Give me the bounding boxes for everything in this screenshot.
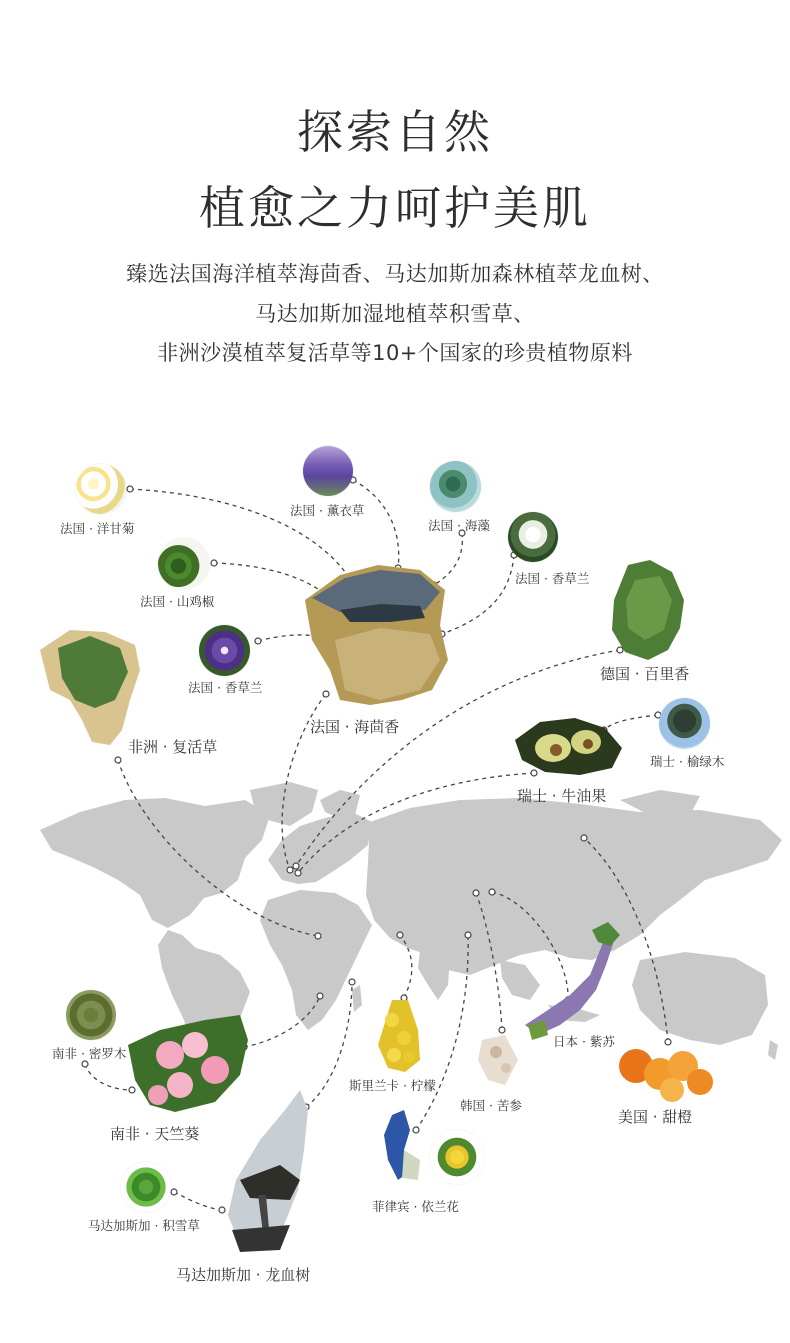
label-fr-fennel: 法国 · 海茴香 <box>310 718 400 736</box>
africa-image <box>40 630 140 745</box>
continent-asia <box>366 798 782 975</box>
continent-north-america <box>40 798 270 928</box>
label-kr-sophora: 韩国 · 苦参 <box>460 1098 522 1113</box>
sri-lanka-image <box>378 1000 420 1072</box>
label-ch-elm: 瑞士 · 榆绿木 <box>650 754 725 769</box>
germany-image <box>612 560 684 660</box>
france-image <box>305 565 448 705</box>
line-vanilla <box>442 555 514 634</box>
centella-photo <box>121 1162 171 1212</box>
southeast-asia <box>500 960 540 1000</box>
chamomile-photo <box>76 464 126 514</box>
label-fr-litsea: 法国 · 山鸡椒 <box>140 594 215 609</box>
label-ph-ylang: 菲律宾 · 依兰花 <box>372 1199 459 1214</box>
label-us-orange: 美国 · 甜橙 <box>618 1108 693 1126</box>
label-fr-seaweed: 法国 · 海藻 <box>428 518 490 533</box>
usa-image <box>619 1049 713 1102</box>
continent-australia <box>632 952 768 1045</box>
litsea-photo <box>158 538 209 589</box>
line-elm <box>604 715 658 730</box>
label-jp-perilla: 日本 · 紫苏 <box>553 1034 615 1049</box>
line-centella <box>174 1192 222 1210</box>
vanilla-flower-photo <box>508 512 558 562</box>
label-mg-centella: 马达加斯加 · 积雪草 <box>88 1218 200 1233</box>
new-zealand <box>768 1040 778 1060</box>
description-line1: 臻选法国海洋植萃海茴香、马达加斯加森林植萃龙血树、 <box>126 262 664 286</box>
ylang-photo <box>430 1130 484 1184</box>
philippines-image <box>384 1110 420 1180</box>
south-africa-image <box>128 1015 248 1112</box>
label-za-rooibos: 南非 · 密罗木 <box>52 1046 127 1061</box>
label-fr-vanilla: 法国 · 香草兰 <box>515 571 590 586</box>
elm-tree-photo <box>659 698 710 749</box>
madagascar-image <box>228 1090 308 1252</box>
label-ch-avocado: 瑞士 · 牛油果 <box>517 787 607 805</box>
korea-image <box>478 1035 518 1085</box>
label-af-resurrection: 非洲 · 复活草 <box>128 738 218 756</box>
madagascar-small <box>352 985 362 1012</box>
label-fr-lavender: 法国 · 薰衣草 <box>290 503 365 518</box>
description-line2: 马达加斯加湿地植萃积雪草、 <box>255 302 535 326</box>
label-za-geranium: 南非 · 天竺葵 <box>110 1125 200 1143</box>
lavender-photo <box>303 446 353 496</box>
label-lk-lemon: 斯里兰卡 · 柠檬 <box>349 1078 436 1093</box>
india <box>418 950 450 1000</box>
line-lavender <box>353 480 399 568</box>
description-line3: 非洲沙漠植萃复活草等10+个国家的珍贵植物原料 <box>157 341 633 365</box>
rooibos-photo <box>66 990 116 1040</box>
page-title-line1: 探索自然 <box>297 105 493 159</box>
line-rooibos <box>85 1064 132 1090</box>
label-fr-vanilla2: 法国 · 香草兰 <box>188 680 263 695</box>
line-seaweed <box>434 533 462 585</box>
label-mg-dragon: 马达加斯加 · 龙血树 <box>176 1266 311 1284</box>
label-de-thyme: 德国 · 百里香 <box>600 665 690 683</box>
switzerland-image <box>515 718 622 775</box>
seaweed-photo <box>430 461 481 512</box>
vanilla-purple-photo <box>199 625 250 676</box>
label-fr-chamomile: 法国 · 洋甘菊 <box>60 521 135 536</box>
scandinavia <box>320 790 360 818</box>
page-title-line2: 植愈之力呵护美肌 <box>199 181 591 235</box>
